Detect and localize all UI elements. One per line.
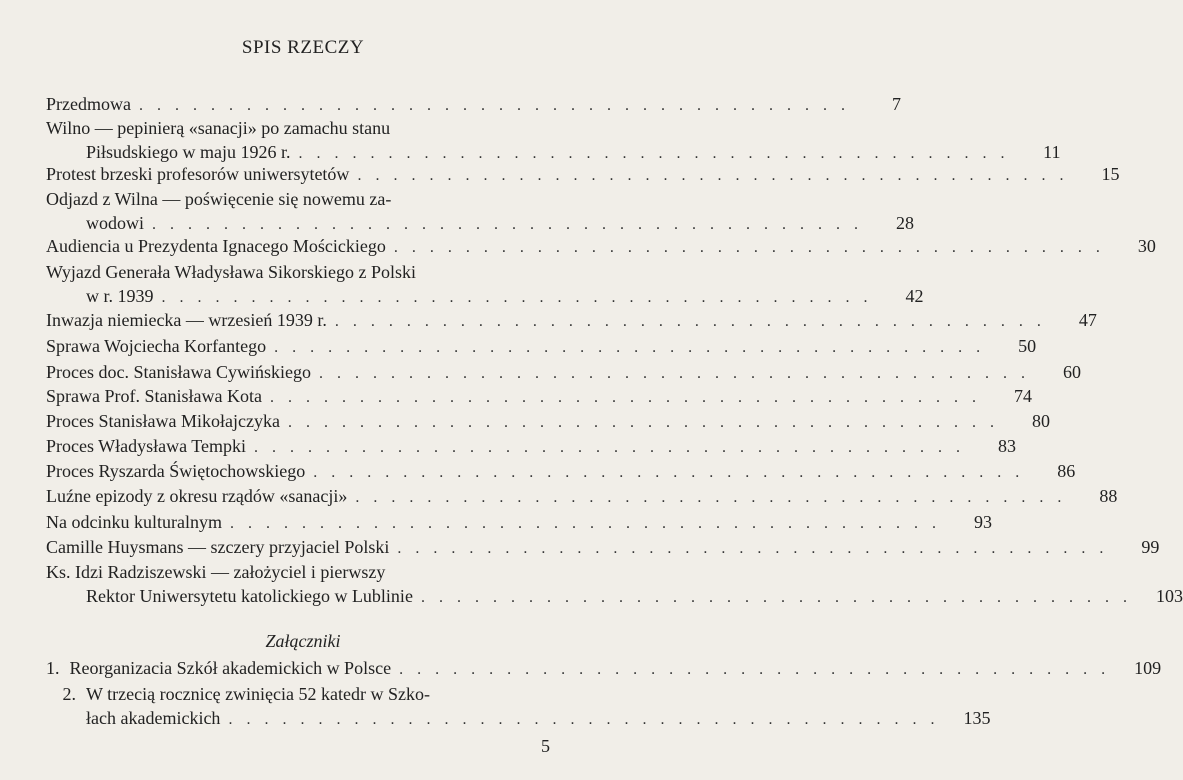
appendix-number: 2. <box>62 684 76 704</box>
toc-entry[interactable] <box>46 656 1162 682</box>
dot-leader: ........................................ <box>393 239 1114 256</box>
dot-leader: ........................................ <box>152 216 872 233</box>
toc-entry-title: Reorganizacia Szkół akademickich w Polsce <box>69 658 392 678</box>
toc-entry[interactable] <box>46 92 901 118</box>
toc-entry-title: Na odcinku kulturalnym <box>46 512 222 532</box>
toc-page-number: 83 <box>998 436 1017 456</box>
toc-page-number: 88 <box>1099 486 1118 506</box>
dot-leader: ........................................ <box>298 145 1019 162</box>
toc-entry-title: Sprawa Prof. Stanisława Kota <box>46 386 262 406</box>
dot-leader: ........................................ <box>254 439 975 456</box>
toc-entry-title: Wyjazd Generała Władysława Sikorskiego z Polski <box>46 262 416 282</box>
dot-leader: ........................................ <box>399 661 1120 678</box>
appendix-number: 1. <box>46 658 60 678</box>
toc-entry-title: Proces Stanisława Mikołajczyka <box>46 411 280 431</box>
toc-entry-title: Protest brzeski profesorów uniwersytetów <box>46 164 350 184</box>
table-of-contents-page <box>46 0 1183 780</box>
toc-entry-title: Proces Ryszarda Świętochowskiego <box>46 461 306 481</box>
toc-entry-title: łach akademickich <box>86 708 221 728</box>
toc-entry-title: Inwazja niemiecka — wrzesień 1939 r. <box>46 310 327 330</box>
toc-entry[interactable] <box>46 334 1037 360</box>
toc-entry[interactable] <box>46 360 1081 386</box>
toc-page-number: 80 <box>1031 411 1050 431</box>
toc-page-number: 86 <box>1057 461 1076 481</box>
dot-leader: ........................................ <box>161 289 882 306</box>
dot-leader: ........................................ <box>355 489 1076 506</box>
toc-page-number: 74 <box>1013 386 1032 406</box>
dot-leader: ........................................ <box>138 97 859 114</box>
toc-entry-line <box>46 260 560 284</box>
toc-entry-line <box>46 682 560 706</box>
toc-entry-title: Ks. Idzi Radziszewski — założyciel i pierwszy <box>46 562 386 582</box>
toc-entry-line <box>46 459 1076 485</box>
toc-entry-line <box>46 584 1183 610</box>
toc-entry[interactable] <box>46 459 1076 485</box>
dot-leader: ........................................ <box>318 365 1039 382</box>
toc-entry[interactable] <box>46 434 1017 460</box>
toc-entry-title: Audiencia u Prezydenta Ignacego Mościckiego <box>46 236 386 256</box>
toc-entry-line <box>46 484 1118 510</box>
toc-entry-line <box>46 384 1032 410</box>
dot-leader: ........................................ <box>274 339 995 356</box>
dot-leader: ........................................ <box>397 540 1118 557</box>
page-number: 5 <box>541 736 550 756</box>
toc-entry-line <box>46 162 1120 188</box>
toc-entry[interactable] <box>46 260 924 310</box>
toc-entry[interactable] <box>46 116 1061 166</box>
appendix-heading: Załączniki <box>265 631 341 651</box>
toc-page-number: 15 <box>1101 164 1120 184</box>
dot-leader: ........................................ <box>420 589 1141 606</box>
toc-entry[interactable] <box>46 234 1156 260</box>
toc-entry-title: W trzecią rocznicę zwinięcia 52 katedr w Szko- <box>86 684 430 704</box>
toc-entry-title: Odjazd z Wilna — poświęcenie się nowemu za- <box>46 189 392 209</box>
page-title: SPIS RZECZY <box>241 37 365 58</box>
toc-page-number: 109 <box>1134 658 1162 678</box>
toc-entry-title: Przedmowa <box>46 94 131 114</box>
toc-entry-title: Piłsudskiego w maju 1926 r. <box>86 142 291 162</box>
toc-entry-title: w r. 1939 <box>86 286 154 306</box>
toc-entry[interactable] <box>46 510 992 536</box>
toc-entry[interactable] <box>46 187 914 237</box>
toc-entry[interactable] <box>46 535 1160 561</box>
toc-entry-line <box>46 284 924 310</box>
toc-entry[interactable] <box>46 308 1097 334</box>
toc-page-number: 135 <box>963 708 991 728</box>
dot-leader: ........................................ <box>287 414 1008 431</box>
dot-leader: ........................................ <box>269 389 990 406</box>
toc-entry-title: Luźne epizody z okresu rządów «sanacji» <box>46 486 348 506</box>
toc-entry-line <box>46 92 901 118</box>
dot-leader: ........................................ <box>313 464 1034 481</box>
toc-entry[interactable] <box>46 384 1032 410</box>
toc-entry[interactable] <box>46 162 1120 188</box>
toc-page-number: 42 <box>905 286 924 306</box>
toc-page-number: 28 <box>896 213 914 233</box>
toc-entry-title: Sprawa Wojciecha Korfantego <box>46 336 267 356</box>
toc-entry-line <box>46 434 1017 460</box>
toc-entry-title: Proces Władysława Tempki <box>46 436 247 456</box>
toc-page-number: 103 <box>1155 586 1183 606</box>
toc-entry-title: wodowi <box>86 213 144 233</box>
toc-entry-line <box>46 560 560 584</box>
toc-entry-line <box>46 510 992 536</box>
toc-entry-line <box>46 334 1037 360</box>
toc-entry[interactable] <box>46 484 1118 510</box>
toc-page-number: 99 <box>1141 537 1160 557</box>
toc-entry-line <box>46 116 560 140</box>
toc-entry[interactable] <box>46 682 991 732</box>
toc-page-number: 93 <box>973 512 992 532</box>
toc-entry-title: Wilno — pepinierą «sanacji» po zamachu stanu <box>46 118 391 138</box>
toc-entry-title: Rektor Uniwersytetu katolickiego w Lublinie <box>86 586 413 606</box>
toc-page-number: 60 <box>1062 362 1081 382</box>
dot-leader: ........................................ <box>334 313 1055 330</box>
dot-leader: ........................................ <box>357 167 1078 184</box>
toc-entry-line <box>46 706 991 732</box>
toc-entry-title: Camille Huysmans — szczery przyjaciel Polski <box>46 537 390 557</box>
toc-entry-line <box>46 535 1160 561</box>
toc-entry-line <box>46 409 1050 435</box>
dot-leader: ........................................ <box>229 515 950 532</box>
toc-page-number: 47 <box>1078 310 1097 330</box>
toc-entry-line <box>46 187 560 211</box>
toc-entry-line <box>46 656 1162 682</box>
toc-entry-line <box>46 234 1156 260</box>
toc-entry[interactable] <box>46 409 1050 435</box>
toc-entry-line <box>46 360 1081 386</box>
toc-entry-line <box>46 308 1097 334</box>
toc-page-number: 50 <box>1018 336 1037 356</box>
toc-page-number: 7 <box>891 94 901 114</box>
toc-entry[interactable] <box>46 560 1183 610</box>
toc-page-number: 11 <box>1043 142 1061 162</box>
toc-page-number: 30 <box>1137 236 1156 256</box>
dot-leader: ........................................ <box>228 711 949 728</box>
toc-entry-title: Proces doc. Stanisława Cywińskiego <box>46 362 311 382</box>
